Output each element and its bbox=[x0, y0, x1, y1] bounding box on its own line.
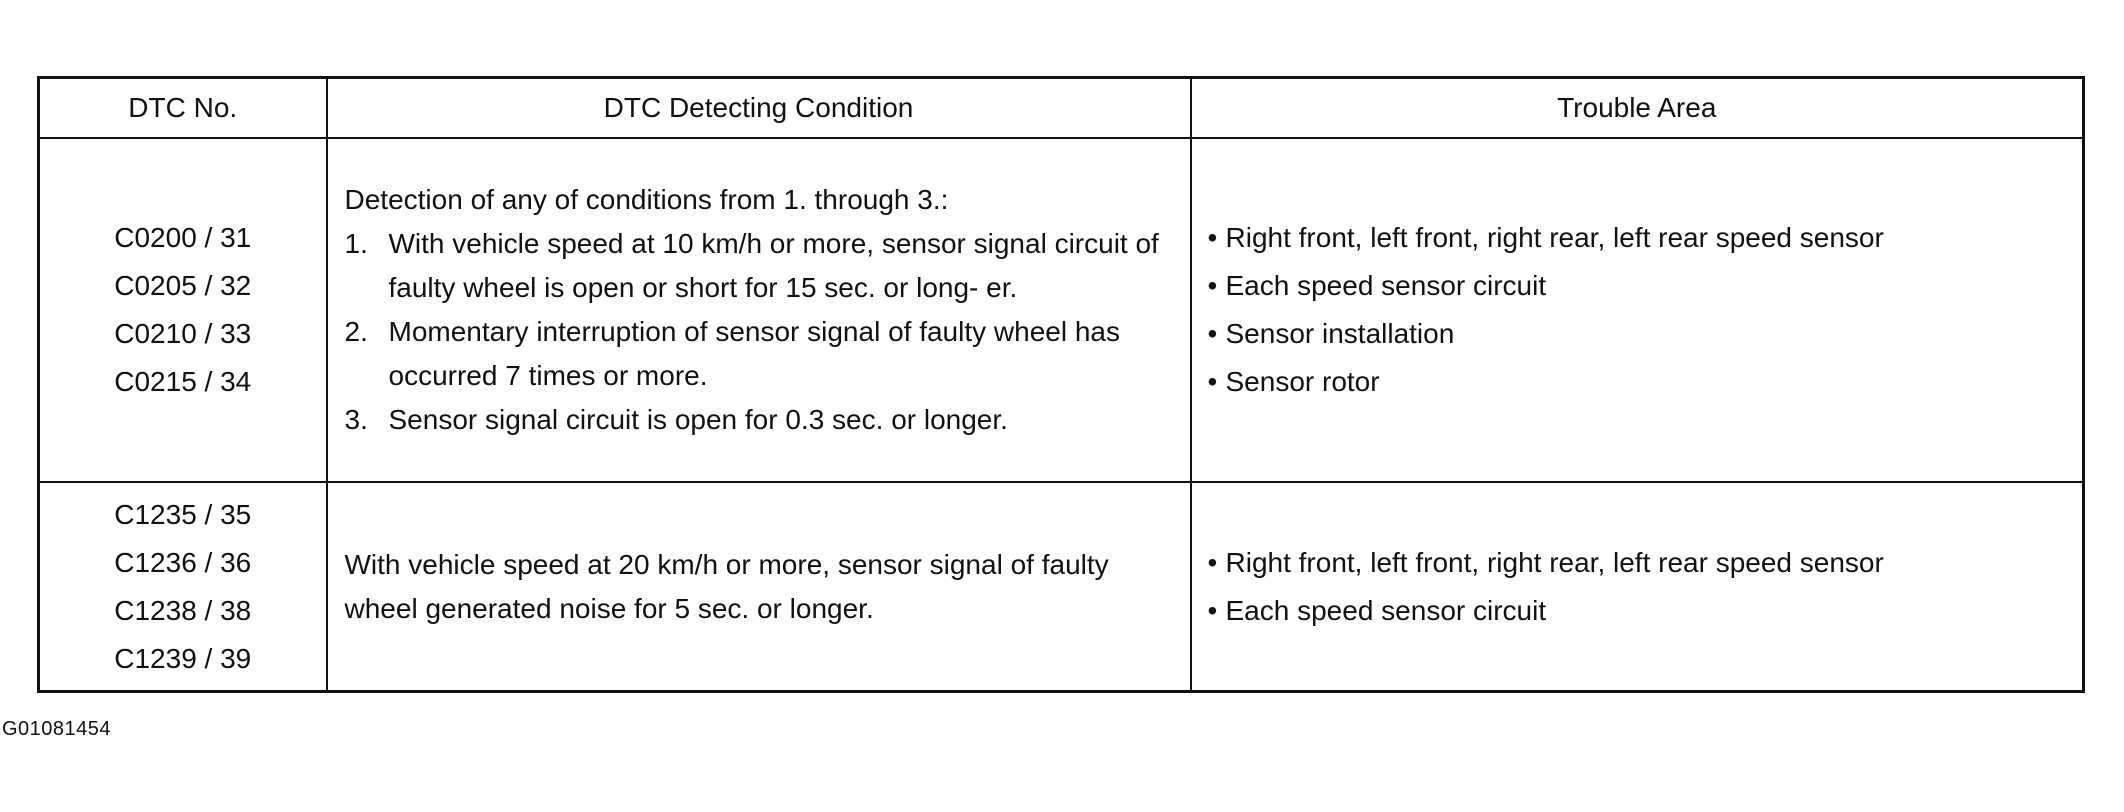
dtc-codes-cell bbox=[39, 138, 327, 482]
condition-text: With vehicle speed at 10 km/h or more, sensor signal circuit of faulty wheel is open or short for 15 sec. or long- er. bbox=[388, 228, 1159, 303]
header-detecting-condition: DTC Detecting Condition bbox=[327, 78, 1191, 139]
trouble-area-list bbox=[1208, 539, 2083, 635]
dtc-code: C0210 / 33 bbox=[114, 318, 252, 349]
condition-item bbox=[345, 398, 1174, 442]
condition-item bbox=[345, 222, 1174, 310]
trouble-area-list bbox=[1208, 214, 2083, 406]
trouble-area-text: Right front, left front, right rear, left rear speed sensor bbox=[1225, 222, 1884, 253]
table-header-row bbox=[39, 78, 2084, 139]
dtc-code: C0200 / 31 bbox=[114, 222, 252, 253]
table-row bbox=[39, 482, 2084, 692]
trouble-area-text: Sensor installation bbox=[1225, 318, 1455, 349]
condition-text: Sensor signal circuit is open for 0.3 sec. or longer. bbox=[388, 404, 1008, 435]
trouble-area-item bbox=[1208, 358, 2083, 406]
dtc-table bbox=[37, 76, 2085, 693]
condition-list bbox=[345, 222, 1174, 442]
bullet-icon: • bbox=[1207, 366, 1218, 397]
detecting-condition-cell bbox=[327, 482, 1191, 692]
bullet-icon: • bbox=[1207, 594, 1218, 626]
trouble-area-cell bbox=[1191, 138, 2084, 482]
header-trouble-area: Trouble Area bbox=[1191, 78, 2084, 139]
dtc-code: C1235 / 35 bbox=[114, 498, 252, 530]
dtc-code: C0215 / 34 bbox=[114, 366, 252, 397]
trouble-area-text: Each speed sensor circuit bbox=[1225, 270, 1547, 301]
condition-text: Momentary interruption of sensor signal of faulty wheel has occurred 7 times or more. bbox=[388, 316, 1120, 391]
trouble-area-item bbox=[1208, 214, 2083, 262]
trouble-area-cell bbox=[1191, 482, 2084, 692]
bullet-icon: • bbox=[1207, 270, 1218, 301]
dtc-code: C0205 / 32 bbox=[114, 270, 252, 301]
trouble-area-item bbox=[1208, 262, 2083, 310]
dtc-code: C1238 / 38 bbox=[114, 594, 252, 626]
trouble-area-text: Right front, left front, right rear, left rear speed sensor bbox=[1225, 546, 1884, 578]
detecting-condition-cell bbox=[327, 138, 1191, 482]
bullet-icon: • bbox=[1207, 222, 1218, 253]
condition-number: 3. bbox=[344, 404, 368, 435]
condition-number: 2. bbox=[344, 316, 368, 347]
trouble-area-text: Sensor rotor bbox=[1225, 366, 1380, 397]
condition-text: With vehicle speed at 20 km/h or more, sensor signal of faulty wheel generated noise for 5 sec. or longer. bbox=[344, 548, 1109, 624]
condition-number: 1. bbox=[344, 228, 368, 259]
header-dtc-no: DTC No. bbox=[39, 78, 327, 139]
trouble-area-text: Each speed sensor circuit bbox=[1225, 594, 1547, 626]
bullet-icon: • bbox=[1207, 318, 1218, 349]
bullet-icon: • bbox=[1207, 546, 1218, 578]
dtc-code: C1239 / 39 bbox=[114, 642, 252, 674]
table-row bbox=[39, 138, 2084, 482]
dtc-code: C1236 / 36 bbox=[114, 546, 252, 578]
figure-id: G01081454 bbox=[2, 718, 112, 740]
trouble-area-item bbox=[1208, 310, 2083, 358]
trouble-area-item bbox=[1208, 539, 2083, 587]
condition-intro: Detection of any of conditions from 1. through 3.: bbox=[344, 184, 949, 215]
condition-item bbox=[345, 310, 1174, 398]
dtc-codes-cell bbox=[39, 482, 327, 692]
trouble-area-item bbox=[1208, 587, 2083, 635]
